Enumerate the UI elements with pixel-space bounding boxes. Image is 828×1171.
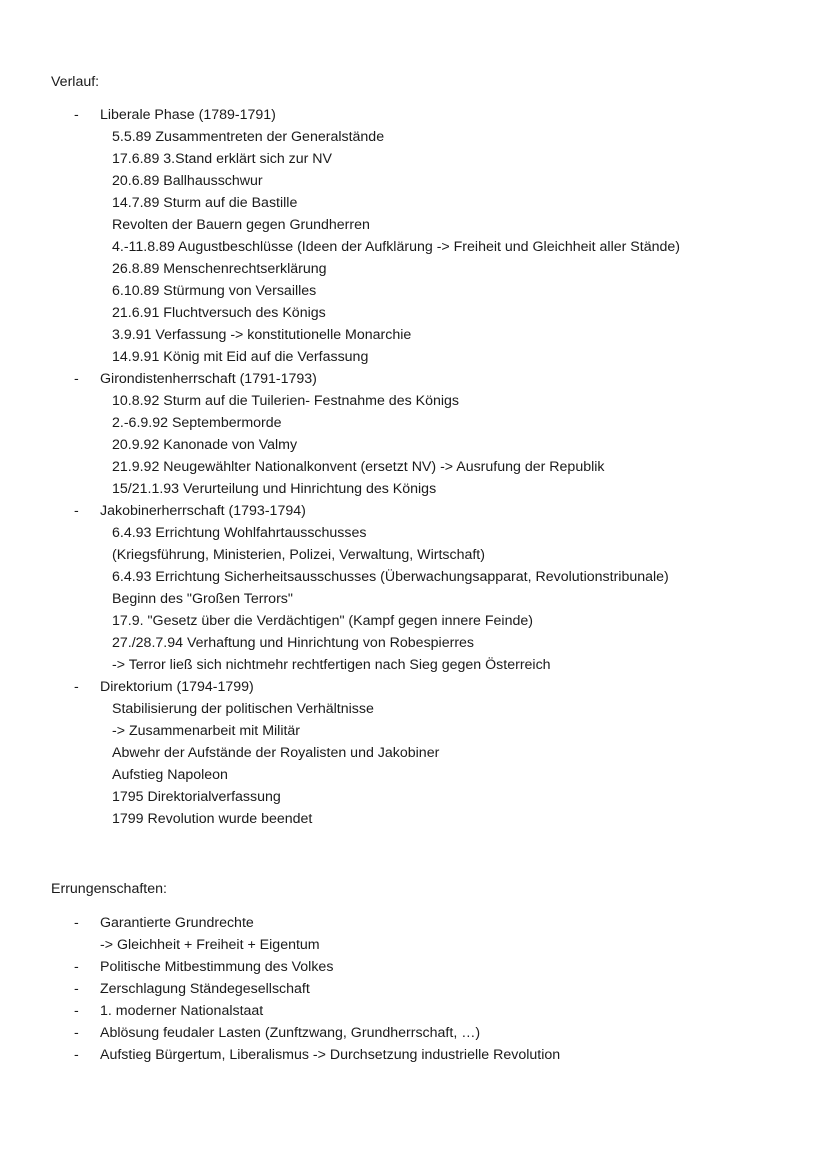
verlauf-heading: Verlauf: [51,74,100,90]
achievement-detail: -> Gleichheit + Freiheit + Eigentum [100,937,320,953]
bullet-dash: - [74,1047,79,1063]
bullet-dash: - [74,371,79,387]
achievement-text: Ablösung feudaler Lasten (Zunftzwang, Grundherrschaft, …) [100,1025,481,1041]
phase-item [0,500,828,676]
phase-event: 17.9. "Gesetz über die Verdächtigen" (Kampf gegen innere Feinde) [112,613,533,629]
achievement-text: Politische Mitbestimmung des Volkes [100,959,334,975]
phase-event: 10.8.92 Sturm auf die Tuilerien- Festnahme des Königs [112,393,459,409]
phase-event: -> Zusammenarbeit mit Militär [112,723,301,739]
bullet-dash: - [74,679,79,695]
phase-event: 27./28.7.94 Verhaftung und Hinrichtung von Robespierres [112,635,475,651]
bullet-dash: - [74,959,79,975]
achievement-text: Zerschlagung Ständegesellschaft [100,981,310,997]
phase-event: 3.9.91 Verfassung -> konstitutionelle Monarchie [112,327,412,343]
verlauf-phase-list [0,104,828,830]
achievement-item [0,1044,828,1066]
bullet-dash: - [74,503,79,519]
phase-event: 1799 Revolution wurde beendet [112,811,313,827]
bullet-dash: - [74,981,79,997]
achievement-text: Aufstieg Bürgertum, Liberalismus -> Durchsetzung industrielle Revolution [100,1047,561,1063]
achievement-item [0,978,828,1000]
phase-event: Abwehr der Aufstände der Royalisten und Jakobiner [112,745,440,761]
achievement-item [0,1000,828,1022]
phase-event: 20.6.89 Ballhausschwur [112,173,263,189]
phase-event: 1795 Direktorialverfassung [112,789,281,805]
phase-event: Beginn des "Großen Terrors" [112,591,293,607]
phase-event: 6.10.89 Stürmung von Versailles [112,283,317,299]
achievement-item [0,1022,828,1044]
errungenschaften-list [0,912,828,1066]
phase-event: (Kriegsführung, Ministerien, Polizei, Verwaltung, Wirtschaft) [112,547,485,563]
phase-title: Girondistenherrschaft (1791-1793) [100,371,317,387]
errungenschaften-heading: Errungenschaften: [51,881,167,897]
phase-event: 20.9.92 Kanonade von Valmy [112,437,298,453]
phase-event: 21.9.92 Neugewählter Nationalkonvent (ersetzt NV) -> Ausrufung der Republik [112,459,605,475]
phase-event-list [0,522,828,676]
bullet-dash: - [74,107,79,123]
phase-event: 15/21.1.93 Verurteilung und Hinrichtung des Königs [112,481,437,497]
phase-item [0,104,828,368]
achievement-item [0,912,828,956]
phase-event: 21.6.91 Fluchtversuch des Königs [112,305,326,321]
phase-event: 6.4.93 Errichtung Sicherheitsausschusses (Überwachungsapparat, Revolutionstribunale) [112,569,669,585]
phase-title: Liberale Phase (1789-1791) [100,107,276,123]
phase-item [0,368,828,500]
phase-item [0,676,828,830]
phase-event-list [0,698,828,830]
phase-event: 2.-6.9.92 Septembermorde [112,415,282,431]
phase-event: 5.5.89 Zusammentreten der Generalstände [112,129,385,145]
phase-event: 17.6.89 3.Stand erklärt sich zur NV [112,151,333,167]
phase-event: Aufstieg Napoleon [112,767,228,783]
phase-title: Direktorium (1794-1799) [100,679,254,695]
achievement-text: 1. moderner Nationalstaat [100,1003,264,1019]
phase-event: 6.4.93 Errichtung Wohlfahrtausschusses [112,525,367,541]
phase-event: 26.8.89 Menschenrechtserklärung [112,261,327,277]
phase-title: Jakobinerherrschaft (1793-1794) [100,503,306,519]
phase-event: -> Terror ließ sich nichtmehr rechtfertigen nach Sieg gegen Österreich [112,657,551,673]
phase-event: 14.9.91 König mit Eid auf die Verfassung [112,349,369,365]
bullet-dash: - [74,1025,79,1041]
phase-event: 4.-11.8.89 Augustbeschlüsse (Ideen der Aufklärung -> Freiheit und Gleichheit aller Stände) [112,239,680,255]
phase-event-list [0,126,828,368]
achievement-text: Garantierte Grundrechte [100,915,254,931]
bullet-dash: - [74,915,79,931]
phase-event: 14.7.89 Sturm auf die Bastille [112,195,298,211]
phase-event: Revolten der Bauern gegen Grundherren [112,217,370,233]
phase-event-list [0,390,828,500]
phase-event: Stabilisierung der politischen Verhältnisse [112,701,374,717]
bullet-dash: - [74,1003,79,1019]
achievement-item [0,956,828,978]
